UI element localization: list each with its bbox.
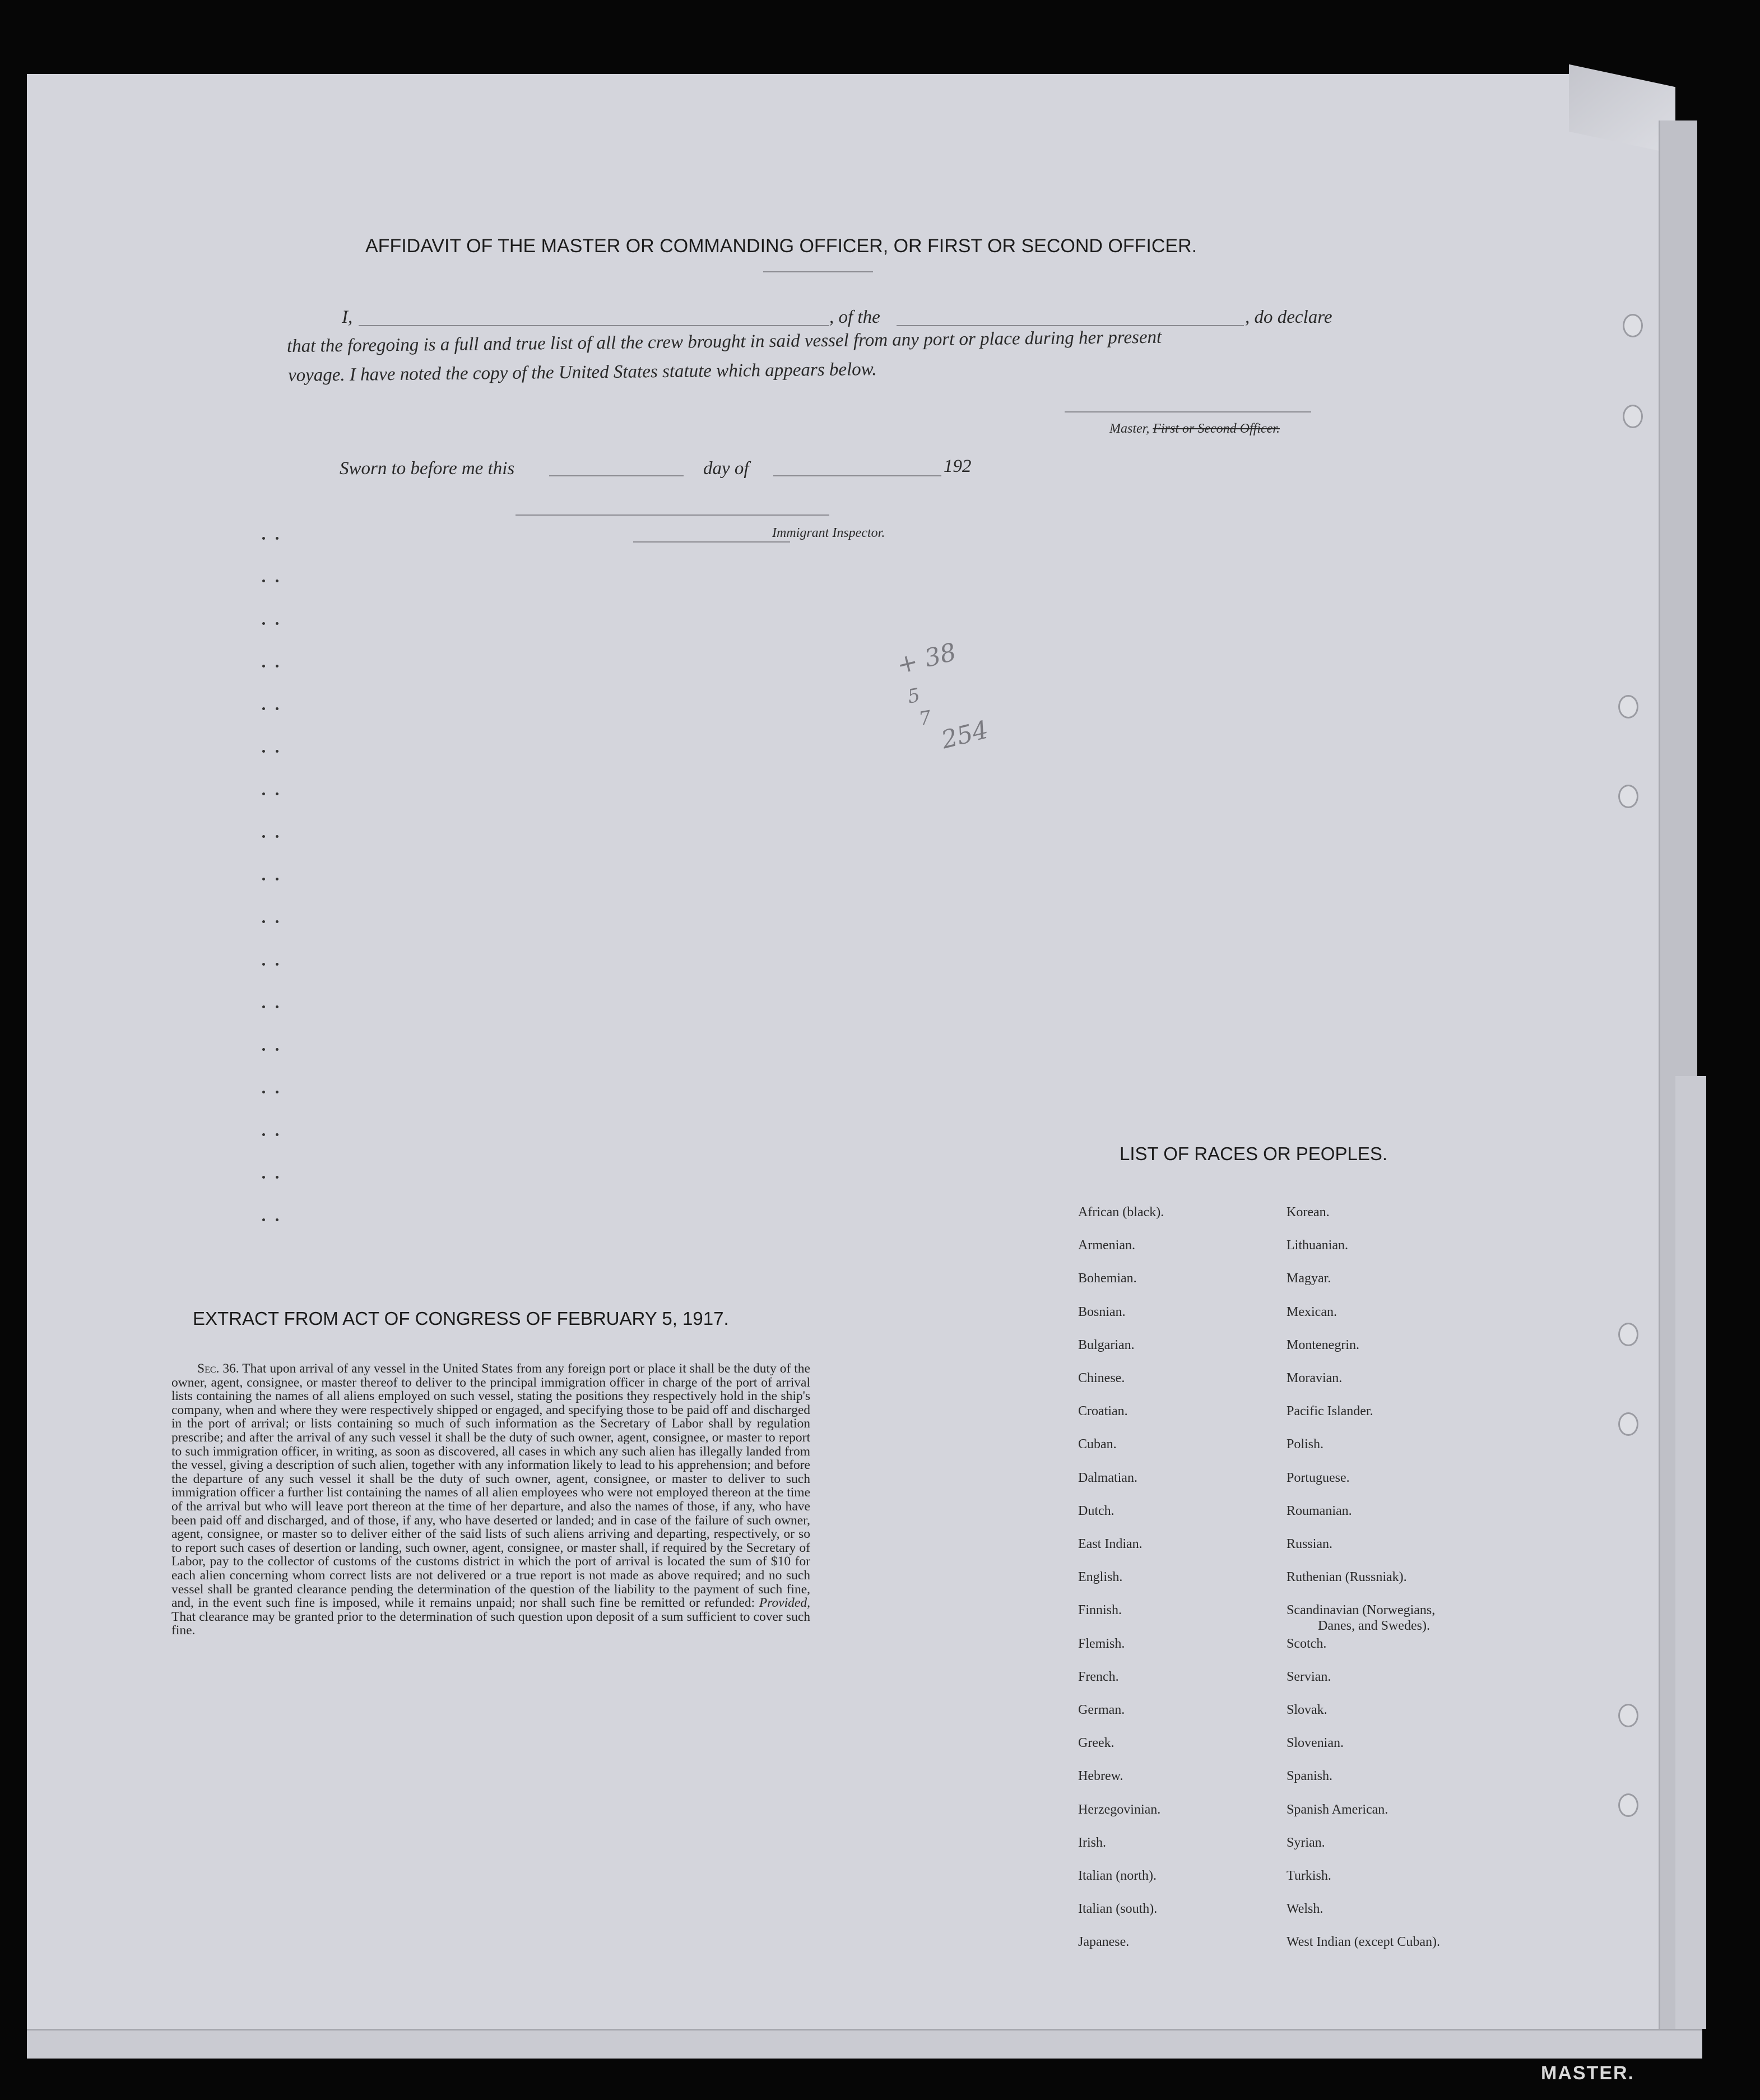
margin-dot [262, 580, 265, 582]
race-item: English. [1078, 1570, 1123, 1585]
race-item: Dutch. [1078, 1503, 1114, 1518]
margin-dot [262, 1048, 265, 1051]
race-item: East Indian. [1078, 1537, 1143, 1551]
margin-dot [276, 792, 278, 795]
race-item: Spanish. [1287, 1769, 1333, 1784]
margin-dot [276, 1176, 278, 1179]
margin-dot [276, 622, 278, 625]
inspector-line-1 [516, 514, 829, 516]
margin-dot [262, 835, 265, 838]
race-item: Italian (south). [1078, 1902, 1158, 1917]
race-item: Irish. [1078, 1835, 1106, 1850]
race-item: Cuban. [1078, 1437, 1117, 1452]
month-blank [773, 475, 941, 476]
title-rule [763, 271, 873, 272]
margin-dot [276, 665, 278, 667]
race-item: Syrian. [1287, 1835, 1325, 1850]
signature-caption-prefix: Master, [1109, 421, 1150, 436]
inspector-line-2 [633, 541, 790, 543]
margin-dot [262, 750, 265, 753]
race-item: Chinese. [1078, 1371, 1125, 1385]
race-item: Slovak. [1287, 1703, 1327, 1717]
sworn-label: Sworn to before me this [340, 458, 515, 479]
race-item: African (black). [1078, 1205, 1164, 1220]
race-item: French. [1078, 1669, 1119, 1684]
race-item: Bohemian. [1078, 1271, 1137, 1286]
race-item: Dalmatian. [1078, 1470, 1137, 1485]
punch-hole [1618, 1323, 1638, 1346]
race-item: Slovenian. [1287, 1736, 1344, 1751]
margin-dot [276, 580, 278, 582]
statute-tail: That clearance may be granted prior to the determination of such question upon deposit of a sum sufficient to cover such fine. [171, 1609, 810, 1638]
punch-hole [1623, 405, 1643, 428]
race-item: Welsh. [1287, 1902, 1324, 1917]
race-item: Scotch. [1287, 1636, 1327, 1651]
day-of-label: day of [703, 458, 749, 479]
pencil-note-1: + 38 [894, 637, 959, 680]
margin-dot [276, 1218, 278, 1221]
margin-dot [262, 537, 265, 540]
race-item: Montenegrin. [1287, 1337, 1359, 1352]
margin-dot [262, 1218, 265, 1221]
margin-dot [262, 665, 265, 667]
vessel-blank-line [897, 325, 1244, 326]
race-item: Portuguese. [1287, 1470, 1350, 1485]
race-item: Hebrew. [1078, 1769, 1123, 1784]
punch-hole [1618, 1412, 1638, 1436]
margin-dot [276, 537, 278, 540]
margin-dot [276, 878, 278, 880]
extract-title: EXTRACT FROM ACT OF CONGRESS OF FEBRUARY 5, 1917. [193, 1308, 729, 1329]
race-item: Spanish American. [1287, 1802, 1389, 1817]
race-item: Lithuanian. [1287, 1238, 1348, 1253]
margin-dot [262, 622, 265, 625]
bottom-edge-text: MASTER. [1541, 2062, 1634, 2084]
race-item: German. [1078, 1703, 1125, 1717]
margin-dot [276, 835, 278, 838]
race-item: Scandinavian (Norwegians, [1287, 1603, 1436, 1618]
race-item: Bulgarian. [1078, 1337, 1135, 1352]
statute-body: 36. That upon arrival of any vessel in the United States from any foreign port or place it shall be the duty of the owner, agent, consignee, or master thereof to deliver to the principal immigration officer in charge of the port of arrival lists containing the names of all aliens employed on such vessel, stating the positions they respectively hold in the ship's company, when and where they were respectively shipped or engaged, and specifying those to be paid off and discharged in the port of arrival; or lists containing so much of such information as the Secretary of Labor shall by regulation prescribe; and after the arrival of any such vessel it shall be the duty of such owner, agent, consignee, or master to report to such immigration officer, in writing, as soon as discovered, all cases in which any such alien has illegally landed from the vessel, giving a description of such alien, together with any information likely to lead to his apprehension; and before the departure of any such vessel it shall be the duty of such owner, agent, consignee, or master to deliver to such immigration officer a further list containing the names of all alien employees who were not employed thereon at the time of the arrival but who will leave port thereon at the time of her departure, and also the names of those, if any, who have been paid off and discharged, and of those, if any, who have deserted or landed; and in case of the failure of such owner, agent, consignee, or master so to deliver either of the said lists of such aliens arriving and departing, respectively, or so to report such cases of desertion or landing, such owner, agent, consignee, or master shall, if required by the Secretary of Labor, pay to the collector of customs of the customs district in which the port of arrival is located the sum of $10 for each alien concerning whom correct lists are not delivered or a true report is not made as above required; and no such vessel shall be granted clearance pending the determination of the question of the liability to the payment of such fine, and, in the event such fine is imposed, while it remains unpaid; nor shall such fine be remitted or refunded: [171, 1361, 810, 1611]
signature-caption-struck: First or Second Officer. [1153, 421, 1280, 436]
affidavit-declare: , do declare [1245, 307, 1332, 327]
margin-dot [262, 1133, 265, 1136]
affidavit-i: I, [342, 307, 353, 327]
punch-hole [1618, 1793, 1638, 1817]
race-item: Turkish. [1287, 1869, 1331, 1883]
statute-text [171, 1362, 810, 1638]
margin-dot [262, 920, 265, 923]
margin-dot [262, 963, 265, 966]
race-item: Pacific Islander. [1287, 1404, 1373, 1419]
inspector-caption: Immigrant Inspector. [772, 526, 885, 540]
race-item: Russian. [1287, 1537, 1333, 1551]
race-item: Ruthenian (Russniak). [1287, 1570, 1407, 1585]
race-item: Italian (north). [1078, 1869, 1157, 1883]
name-blank-line [359, 325, 829, 326]
races-title: LIST OF RACES OR PEOPLES. [1120, 1143, 1388, 1164]
race-item: Servian. [1287, 1669, 1331, 1684]
affidavit-statement-line3: voyage. I have noted the copy of the United States statute which appears below. [287, 359, 877, 386]
punch-hole [1623, 314, 1643, 337]
punch-hole [1618, 695, 1638, 718]
punch-hole [1618, 785, 1638, 808]
margin-dot [262, 878, 265, 880]
page-edge-strip-lower [1675, 1076, 1706, 2029]
margin-dot [262, 1091, 265, 1093]
race-item-continuation: Danes, and Swedes). [1318, 1619, 1430, 1634]
bottom-page-edge [27, 2029, 1702, 2059]
pencil-note-4: 254 [939, 715, 991, 755]
race-item: Finnish. [1078, 1603, 1122, 1618]
sworn-day-blank [549, 475, 684, 476]
race-item: Korean. [1287, 1205, 1330, 1220]
punch-hole [1618, 1704, 1638, 1727]
margin-dot [276, 707, 278, 710]
race-item: Moravian. [1287, 1371, 1343, 1385]
signature-caption [1109, 421, 1280, 437]
margin-dot [262, 792, 265, 795]
race-item: Herzegovinian. [1078, 1802, 1161, 1817]
statute-sec-label: Sec. [197, 1361, 220, 1376]
affidavit-statement-line2: that the foregoing is a full and true list of all the crew brought in said vessel from any port or place during her present [286, 327, 1162, 356]
margin-dot [262, 1176, 265, 1179]
race-item: Croatian. [1078, 1404, 1128, 1419]
year-label: 192 [944, 456, 972, 476]
race-item: Armenian. [1078, 1238, 1135, 1253]
statute-provided: Provided, [759, 1596, 810, 1611]
margin-dot [276, 1048, 278, 1051]
pencil-note-2: 5 [905, 684, 922, 708]
race-item: Polish. [1287, 1437, 1324, 1452]
margin-dot [276, 963, 278, 966]
margin-dot [262, 1005, 265, 1008]
race-item: Japanese. [1078, 1935, 1130, 1950]
margin-dot [276, 920, 278, 923]
race-item: Roumanian. [1287, 1503, 1352, 1518]
margin-dot [276, 750, 278, 753]
margin-dot [276, 1091, 278, 1093]
race-item: West Indian (except Cuban). [1287, 1935, 1440, 1950]
signature-line [1065, 411, 1311, 412]
margin-dot [276, 1005, 278, 1008]
race-item: Magyar. [1287, 1271, 1331, 1286]
affidavit-title: AFFIDAVIT OF THE MASTER OR COMMANDING OFFICER, OR FIRST OR SECOND OFFICER. [365, 235, 1197, 257]
race-item: Bosnian. [1078, 1304, 1126, 1319]
race-item: Greek. [1078, 1736, 1114, 1751]
race-item: Mexican. [1287, 1304, 1337, 1319]
margin-dot [262, 707, 265, 710]
margin-dot [276, 1133, 278, 1136]
pencil-note-3: 7 [917, 706, 933, 731]
affidavit-of-the: , of the [829, 307, 880, 327]
race-item: Flemish. [1078, 1636, 1125, 1651]
